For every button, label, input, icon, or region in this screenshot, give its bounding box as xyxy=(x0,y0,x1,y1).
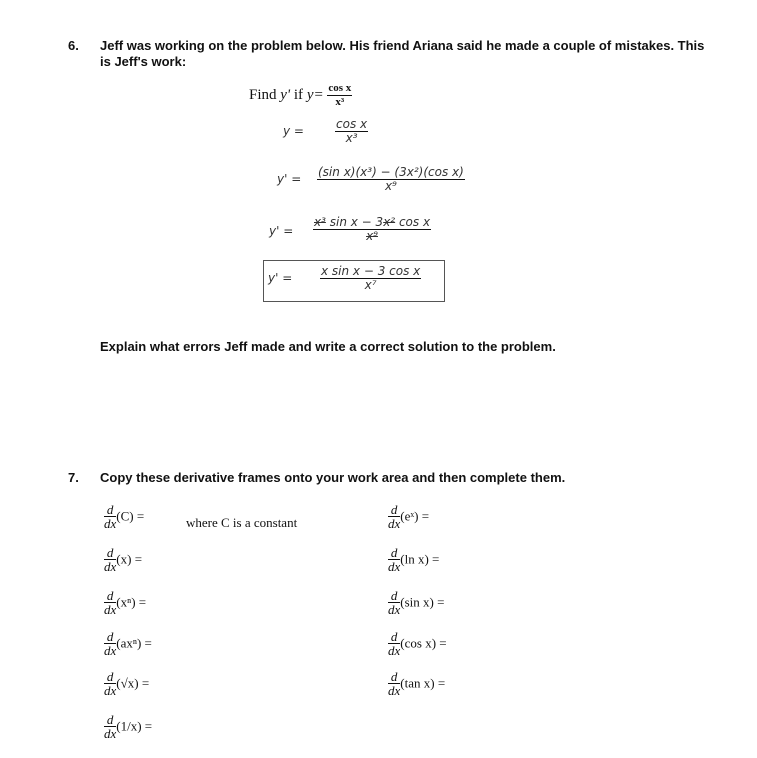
frame-ln: $\frac{d}{dx}$ (ln x) = xyxy=(388,545,440,574)
frame-exp: $\frac{d}{dx}$ (eˣ) = xyxy=(388,502,430,531)
work-line1-lhs: y = xyxy=(283,124,304,138)
work-line2-lhs: y' = xyxy=(277,172,302,186)
q7-intro: Copy these derivative frames onto your work area and then complete them. xyxy=(100,470,566,485)
constant-note: where C is a constant xyxy=(186,515,298,530)
frame-reciprocal: $\frac{d}{dx}$ (1/x) = xyxy=(104,712,153,741)
q6-problem-y: y= xyxy=(306,86,324,103)
q6-problem-yprime: y' xyxy=(280,86,291,103)
frame-sqrt: $\frac{d}{dx}$ (√x) = xyxy=(104,669,150,698)
work-answer-box xyxy=(263,260,445,302)
frame-constant: $\frac{d}{dx}$ (C) = xyxy=(104,502,145,531)
frame-tan: $\frac{d}{dx}$ (tan x) = xyxy=(388,669,446,698)
frame-const-power: $\frac{d}{dx}$ (axⁿ) = xyxy=(104,629,152,658)
q6-problem-fraction: $\frac{\text{cos x}}{\text{x³}}$ xyxy=(328,82,352,108)
work-line3-lhs: y' = xyxy=(269,224,294,238)
frame-sin: $\frac{d}{dx}$ (sin x) = xyxy=(388,588,445,617)
q6-prompt: Explain what errors Jeff made and write a correct solution to the problem. xyxy=(100,339,556,354)
work-line4-lhs: y' = xyxy=(268,271,293,285)
q6-number: 6. xyxy=(68,38,79,53)
frame-cos: $\frac{d}{dx}$ (cos x) = xyxy=(388,629,447,658)
q7-number: 7. xyxy=(68,470,79,485)
q6-problem xyxy=(249,82,352,109)
frame-power: $\frac{d}{dx}$ (xⁿ) = xyxy=(104,588,147,617)
q6-intro: Jeff was working on the problem below. His friend Ariana said he made a couple of mistakes. This is Jeff's work: xyxy=(100,38,705,69)
work-line2-fraction: $\frac{\text{(sin x)(x³) − (3x²)(cos x)}}{\text{x⁹}}$ xyxy=(318,165,464,193)
jeff-work xyxy=(255,112,475,317)
q6-problem-prefix: Find xyxy=(249,86,277,103)
q6-problem-if: if xyxy=(293,86,304,103)
work-line1-fraction: $\frac{\text{cos x}}{\text{x³}}$ xyxy=(336,117,368,145)
work-line4-fraction: $\frac{\text{x sin x − 3 cos x}}{\text{x⁷}}$ xyxy=(321,264,421,292)
work-line3-fraction: $\frac{\text{x³ sin x − 3x² cos x}}{\text{x⁹}}$ xyxy=(314,215,431,243)
frame-x: $\frac{d}{dx}$ (x) = xyxy=(104,545,143,574)
